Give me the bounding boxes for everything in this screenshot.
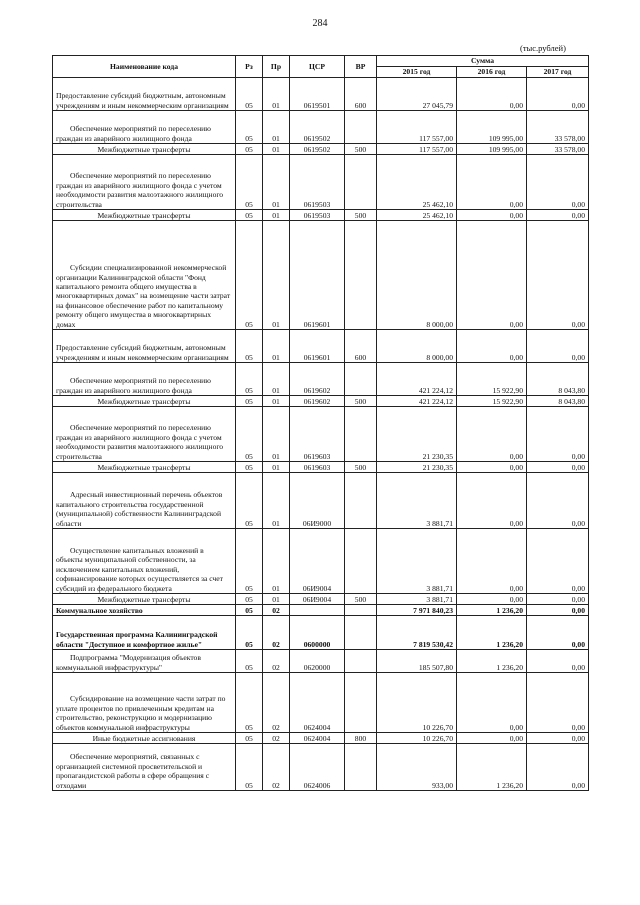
row-2016: 0,00 (457, 673, 527, 733)
row-csr: 0619503 (290, 210, 345, 221)
row-rz: 05 (236, 396, 263, 407)
row-2016: 0,00 (457, 733, 527, 744)
budget-table (52, 55, 589, 791)
row-2016: 109 995,00 (457, 144, 527, 155)
row-pr: 01 (263, 78, 290, 111)
row-name: Государственная программа Калининградской области "Доступное и комфортное жилье" (53, 616, 236, 650)
table-row (53, 396, 589, 407)
row-2017: 0,00 (527, 407, 589, 462)
row-pr: 01 (263, 529, 290, 594)
row-csr: 0619601 (290, 221, 345, 330)
row-csr: 06И9004 (290, 529, 345, 594)
header-csr: ЦСР (290, 56, 345, 78)
row-name: Иные бюджетные ассигнования (53, 733, 236, 744)
row-name: Обеспечение мероприятий по переселению граждан из аварийного жилищного фонда (53, 363, 236, 396)
table-row (53, 673, 589, 733)
row-vr: 800 (345, 733, 377, 744)
row-rz: 05 (236, 330, 263, 363)
row-csr: 06И9000 (290, 473, 345, 529)
row-csr: 0620000 (290, 650, 345, 673)
row-rz: 05 (236, 594, 263, 605)
row-vr (345, 529, 377, 594)
row-2016: 0,00 (457, 221, 527, 330)
row-2016: 0,00 (457, 330, 527, 363)
row-rz: 05 (236, 673, 263, 733)
row-pr: 02 (263, 744, 290, 791)
row-vr (345, 650, 377, 673)
row-pr: 01 (263, 363, 290, 396)
table-body (53, 78, 589, 791)
row-name: Обеспечение мероприятий по переселению граждан из аварийного жилищного фонда (53, 111, 236, 144)
row-2016: 0,00 (457, 594, 527, 605)
row-csr: 0619602 (290, 396, 345, 407)
row-pr: 01 (263, 594, 290, 605)
row-csr: 0619603 (290, 462, 345, 473)
row-pr: 01 (263, 221, 290, 330)
table-row (53, 330, 589, 363)
row-csr: 0619501 (290, 78, 345, 111)
row-2015: 3 881,71 (377, 529, 457, 594)
row-2015: 8 000,00 (377, 221, 457, 330)
row-2015: 421 224,12 (377, 396, 457, 407)
row-2015: 933,00 (377, 744, 457, 791)
row-csr: 0624006 (290, 744, 345, 791)
row-2015: 27 045,79 (377, 78, 457, 111)
row-csr: 0619503 (290, 155, 345, 210)
row-pr: 01 (263, 330, 290, 363)
table-row (53, 78, 589, 111)
row-2017: 0,00 (527, 594, 589, 605)
row-2017: 0,00 (527, 462, 589, 473)
row-csr: 06И9004 (290, 594, 345, 605)
row-vr: 500 (345, 210, 377, 221)
row-2017: 33 578,00 (527, 144, 589, 155)
header-rz: Рз (236, 56, 263, 78)
table-row (53, 363, 589, 396)
row-2015: 21 230,35 (377, 407, 457, 462)
row-vr (345, 407, 377, 462)
row-csr: 0619502 (290, 144, 345, 155)
row-2015: 8 000,00 (377, 330, 457, 363)
row-name: Осуществление капитальных вложений в объекты муниципальной собственности, за исключением капитальных вложений, софинансирование которых осуществляется за счет субсидий из федерального бюджета (53, 529, 236, 594)
row-csr: 0619601 (290, 330, 345, 363)
row-2016: 0,00 (457, 78, 527, 111)
row-vr (345, 363, 377, 396)
row-pr: 01 (263, 111, 290, 144)
row-csr: 0619602 (290, 363, 345, 396)
row-2017: 0,00 (527, 330, 589, 363)
row-name: Коммунальное хозяйство (53, 605, 236, 616)
row-vr (345, 616, 377, 650)
row-2017: 0,00 (527, 221, 589, 330)
row-pr: 02 (263, 650, 290, 673)
row-2016: 15 922,90 (457, 363, 527, 396)
row-name: Межбюджетные трансферты (53, 462, 236, 473)
header-sum: Сумма (377, 56, 589, 67)
row-2017: 0,00 (527, 650, 589, 673)
row-name: Обеспечение мероприятий, связанных с организацией системной просветительской и пропагандистской работы в сфере обращения с отходами (53, 744, 236, 791)
row-rz: 05 (236, 155, 263, 210)
row-2017: 0,00 (527, 155, 589, 210)
row-vr: 500 (345, 396, 377, 407)
header-year-2017: 2017 год (527, 67, 589, 78)
row-2015: 25 462,10 (377, 155, 457, 210)
table-row (53, 221, 589, 330)
row-rz: 05 (236, 144, 263, 155)
row-2016: 0,00 (457, 407, 527, 462)
row-name: Обеспечение мероприятий по переселению граждан из аварийного жилищного фонда с учетом необходимости развития малоэтажного жилищного строительства (53, 407, 236, 462)
row-2017: 0,00 (527, 78, 589, 111)
table-row (53, 605, 589, 616)
row-vr (345, 221, 377, 330)
row-vr: 500 (345, 144, 377, 155)
units-note: (тыс.рублей) (520, 43, 566, 53)
header-year-2016: 2016 год (457, 67, 527, 78)
row-vr (345, 111, 377, 144)
row-pr: 01 (263, 473, 290, 529)
row-pr: 01 (263, 155, 290, 210)
row-2016: 1 236,20 (457, 650, 527, 673)
row-name: Обеспечение мероприятий по переселению граждан из аварийного жилищного фонда с учетом необходимости развития малоэтажного жилищного строительства (53, 155, 236, 210)
row-name: Предоставление субсидий бюджетным, автономным учреждениям и иным некоммерческим организациям (53, 78, 236, 111)
row-rz: 05 (236, 650, 263, 673)
row-2015: 10 226,70 (377, 673, 457, 733)
row-rz: 05 (236, 529, 263, 594)
row-rz: 05 (236, 78, 263, 111)
row-2015: 3 881,71 (377, 594, 457, 605)
row-2017: 0,00 (527, 605, 589, 616)
row-name: Межбюджетные трансферты (53, 594, 236, 605)
row-2017: 33 578,00 (527, 111, 589, 144)
row-2016: 109 995,00 (457, 111, 527, 144)
row-pr: 01 (263, 407, 290, 462)
row-2015: 7 819 530,42 (377, 616, 457, 650)
row-2017: 0,00 (527, 529, 589, 594)
row-2016: 0,00 (457, 155, 527, 210)
row-2017: 8 043,80 (527, 363, 589, 396)
row-rz: 05 (236, 733, 263, 744)
table-row (53, 529, 589, 594)
row-2015: 117 557,00 (377, 111, 457, 144)
row-2015: 25 462,10 (377, 210, 457, 221)
table-row (53, 144, 589, 155)
row-2016: 1 236,20 (457, 616, 527, 650)
row-2017: 8 043,80 (527, 396, 589, 407)
row-rz: 05 (236, 221, 263, 330)
row-2017: 0,00 (527, 473, 589, 529)
row-vr (345, 605, 377, 616)
header-year-2015: 2015 год (377, 67, 457, 78)
row-csr: 0619603 (290, 407, 345, 462)
row-pr: 01 (263, 210, 290, 221)
row-name: Межбюджетные трансферты (53, 210, 236, 221)
table-row (53, 594, 589, 605)
row-name: Межбюджетные трансферты (53, 396, 236, 407)
row-2017: 0,00 (527, 744, 589, 791)
row-2016: 15 922,90 (457, 396, 527, 407)
row-name: Подпрограмма "Модернизация объектов коммунальной инфраструктуры" (53, 650, 236, 673)
row-2016: 0,00 (457, 210, 527, 221)
row-2015: 185 507,80 (377, 650, 457, 673)
row-pr: 01 (263, 396, 290, 407)
row-name: Адресный инвестиционный перечень объектов капитального строительства государственной (муниципальной) собственности Калининградской области (53, 473, 236, 529)
row-rz: 05 (236, 616, 263, 650)
page-number: 284 (312, 18, 328, 29)
row-vr (345, 673, 377, 733)
row-rz: 05 (236, 111, 263, 144)
row-rz: 05 (236, 363, 263, 396)
row-2015: 10 226,70 (377, 733, 457, 744)
table-row (53, 733, 589, 744)
row-2016: 0,00 (457, 529, 527, 594)
table-row (53, 650, 589, 673)
row-pr: 01 (263, 144, 290, 155)
row-2015: 117 557,00 (377, 144, 457, 155)
row-vr (345, 473, 377, 529)
row-2017: 0,00 (527, 210, 589, 221)
row-rz: 05 (236, 462, 263, 473)
row-2016: 0,00 (457, 462, 527, 473)
row-name: Субсидии специализированной некоммерческой организации Калининградской области "Фонд капитального ремонта общего имущества в многоквартирных домах" на возмещение части затрат на финансовое обеспечение работ по капитальному ремонту общего имущества в многоквартирных домах (53, 221, 236, 330)
table-row (53, 155, 589, 210)
row-vr (345, 155, 377, 210)
row-2015: 7 971 840,23 (377, 605, 457, 616)
row-csr: 0624004 (290, 733, 345, 744)
table-row (53, 616, 589, 650)
table-row (53, 407, 589, 462)
row-vr: 600 (345, 330, 377, 363)
table-row (53, 210, 589, 221)
row-2015: 421 224,12 (377, 363, 457, 396)
row-csr: 0600000 (290, 616, 345, 650)
table-row (53, 111, 589, 144)
row-2017: 0,00 (527, 616, 589, 650)
row-csr: 0624004 (290, 673, 345, 733)
row-csr (290, 605, 345, 616)
row-2016: 1 236,20 (457, 744, 527, 791)
row-pr: 02 (263, 616, 290, 650)
row-2015: 21 230,35 (377, 462, 457, 473)
row-name: Субсидирование на возмещение части затрат по уплате процентов по привлеченным кредитам на строительство, реконструкцию и модернизацию объектов коммунальной инфраструктуры (53, 673, 236, 733)
row-2016: 0,00 (457, 473, 527, 529)
row-rz: 05 (236, 473, 263, 529)
table-row (53, 744, 589, 791)
header-name: Наименование кода (53, 56, 236, 78)
table-row (53, 462, 589, 473)
row-rz: 05 (236, 407, 263, 462)
row-pr: 02 (263, 733, 290, 744)
row-2017: 0,00 (527, 673, 589, 733)
row-rz: 05 (236, 210, 263, 221)
row-vr: 600 (345, 78, 377, 111)
row-name: Межбюджетные трансферты (53, 144, 236, 155)
row-2016: 1 236,20 (457, 605, 527, 616)
row-vr: 500 (345, 462, 377, 473)
row-vr (345, 744, 377, 791)
row-2017: 0,00 (527, 733, 589, 744)
row-pr: 01 (263, 462, 290, 473)
row-2015: 3 881,71 (377, 473, 457, 529)
row-rz: 05 (236, 744, 263, 791)
row-pr: 02 (263, 673, 290, 733)
row-csr: 0619502 (290, 111, 345, 144)
row-name: Предоставление субсидий бюджетным, автономным учреждениям и иным некоммерческим организациям (53, 330, 236, 363)
row-vr: 500 (345, 594, 377, 605)
row-rz: 05 (236, 605, 263, 616)
row-pr: 02 (263, 605, 290, 616)
table-row (53, 473, 589, 529)
header-vr: ВР (345, 56, 377, 78)
header-pr: Пр (263, 56, 290, 78)
